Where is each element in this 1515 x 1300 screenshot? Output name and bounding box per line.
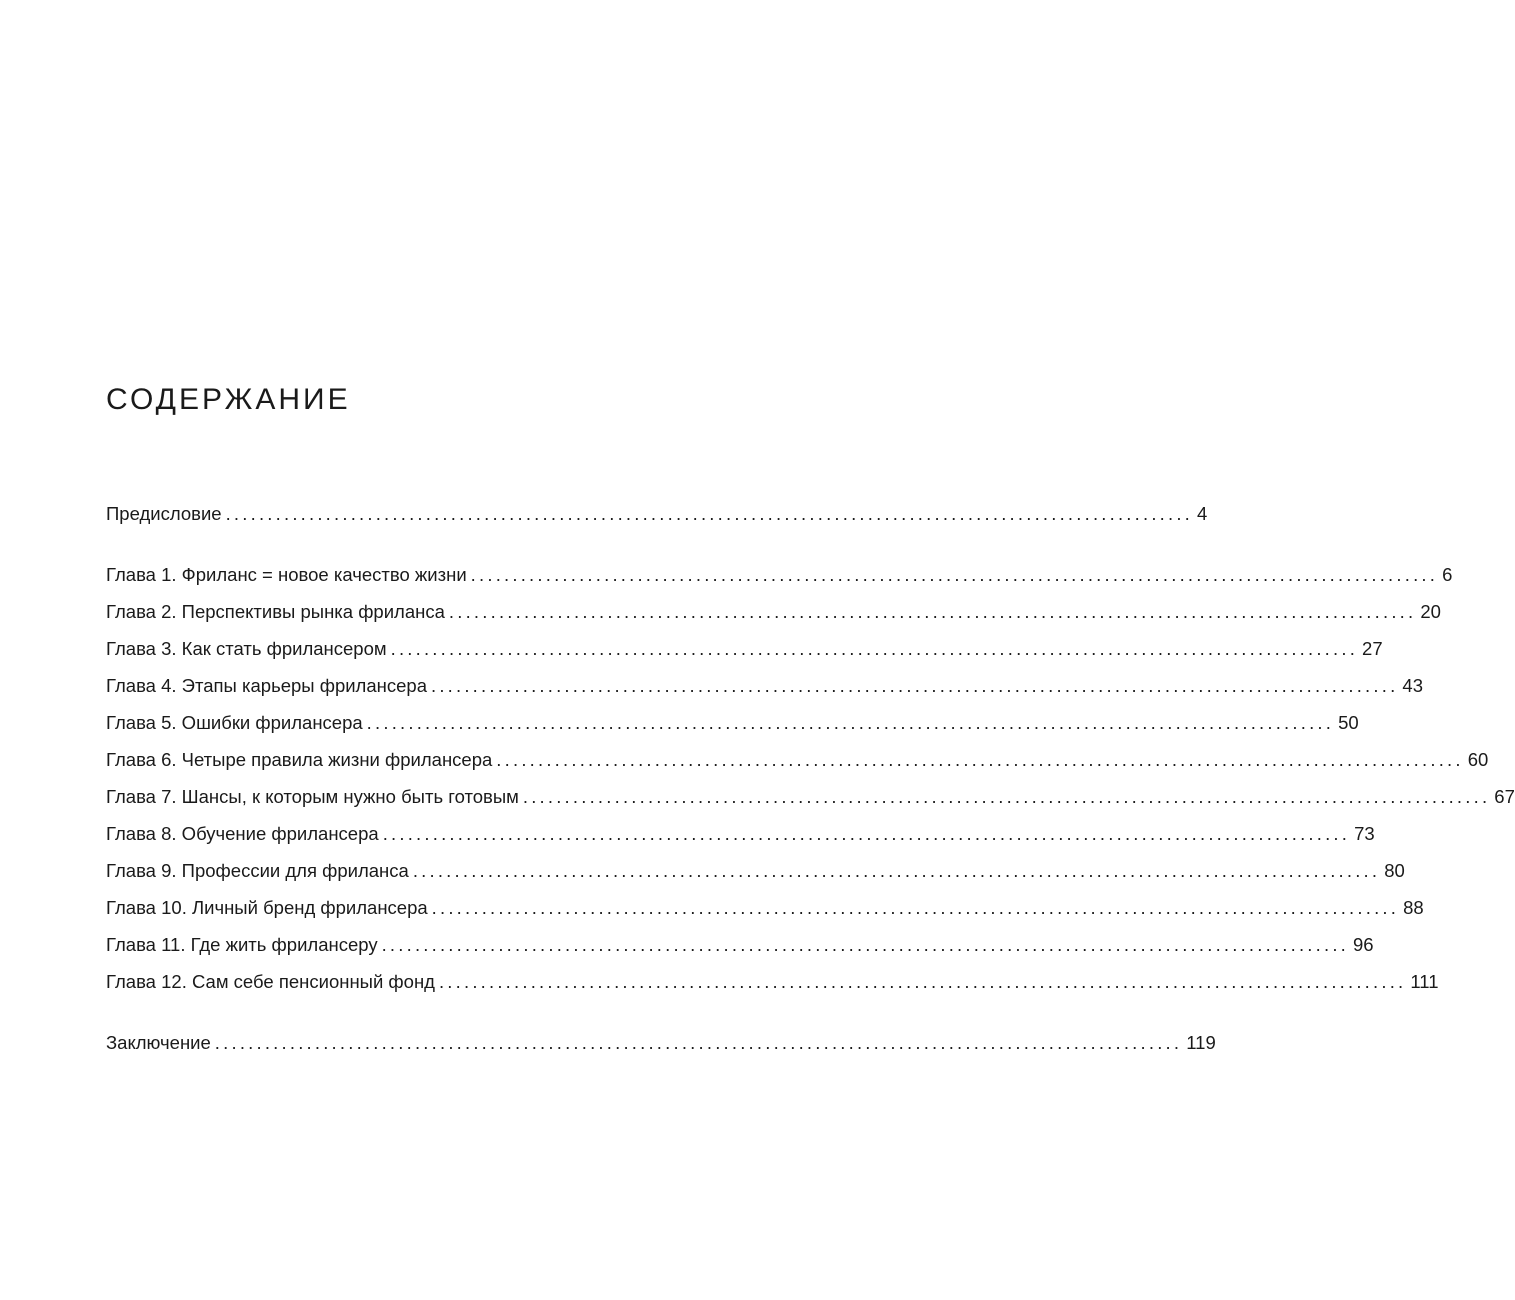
toc-entry-title: Глава 7. Шансы, к которым нужно быть готовым xyxy=(106,786,519,807)
toc-entry-page: 27 xyxy=(1362,638,1383,659)
dot-leader: .................................................................................................................... xyxy=(381,934,1350,955)
toc-entry-page: 50 xyxy=(1338,712,1359,733)
toc-entry-page: 80 xyxy=(1384,860,1405,881)
toc-entry-title: Глава 6. Четыре правила жизни фрилансера xyxy=(106,749,493,770)
toc-entry-chapter-8 xyxy=(106,815,1375,852)
toc-entry-chapter-5 xyxy=(106,704,1359,741)
toc-entry-page: 119 xyxy=(1186,1032,1216,1053)
toc-entry-chapter-1 xyxy=(106,556,1453,593)
toc-entry-title: Предисловие xyxy=(106,503,222,524)
toc-entry-chapter-7 xyxy=(106,778,1515,815)
dot-leader: .................................................................................................................... xyxy=(382,823,1351,844)
toc-entry-page: 73 xyxy=(1354,823,1375,844)
toc-entry-title: Глава 4. Этапы карьеры фрилансера xyxy=(106,675,427,696)
toc-entry-preface xyxy=(106,495,1208,532)
toc-entry-chapter-10 xyxy=(106,889,1424,926)
toc-entry-chapter-2 xyxy=(106,593,1441,630)
toc-entry-chapter-6 xyxy=(106,741,1489,778)
dot-leader: .................................................................................................................... xyxy=(522,786,1491,807)
dot-leader: .................................................................................................................... xyxy=(431,897,1400,918)
toc-entry-title: Глава 8. Обучение фрилансера xyxy=(106,823,379,844)
toc-entry-chapter-11 xyxy=(106,926,1374,963)
toc-entry-page: 6 xyxy=(1442,564,1453,585)
toc-entry-conclusion xyxy=(106,1024,1216,1061)
dot-leader: .................................................................................................................... xyxy=(214,1032,1183,1053)
toc-entry-title: Глава 2. Перспективы рынка фриланса xyxy=(106,601,445,622)
toc-entry-title: Глава 5. Ошибки фрилансера xyxy=(106,712,363,733)
toc-entry-chapter-12 xyxy=(106,963,1439,1000)
dot-leader: .................................................................................................................... xyxy=(496,749,1464,770)
table-of-contents xyxy=(106,495,1515,1061)
dot-leader: .................................................................................................................... xyxy=(438,971,1407,992)
toc-entry-chapter-9 xyxy=(106,852,1405,889)
toc-entry-title: Глава 1. Фриланс = новое качество жизни xyxy=(106,564,467,585)
dot-leader: .................................................................................................................... xyxy=(448,601,1417,622)
dot-leader: .................................................................................................................... xyxy=(390,638,1359,659)
toc-entry-title: Заключение xyxy=(106,1032,211,1053)
toc-entry-title: Глава 10. Личный бренд фрилансера xyxy=(106,897,428,918)
dot-leader: .................................................................................................................... xyxy=(225,503,1194,524)
toc-entry-chapter-4 xyxy=(106,667,1423,704)
toc-entry-page: 60 xyxy=(1467,749,1489,770)
toc-entry-page: 20 xyxy=(1420,601,1441,622)
toc-entry-title: Глава 12. Сам себе пенсионный фонд xyxy=(106,971,435,992)
toc-entry-page: 88 xyxy=(1403,897,1424,918)
toc-entry-title: Глава 3. Как стать фрилансером xyxy=(106,638,387,659)
dot-leader: .................................................................................................................... xyxy=(470,564,1439,585)
toc-entry-page: 43 xyxy=(1402,675,1423,696)
dot-leader: .................................................................................................................... xyxy=(412,860,1381,881)
toc-entry-chapter-3 xyxy=(106,630,1383,667)
dot-leader: .................................................................................................................... xyxy=(366,712,1335,733)
toc-entry-page: 111 xyxy=(1410,971,1439,992)
toc-entry-page: 96 xyxy=(1353,934,1374,955)
page-title: СОДЕРЖАНИЕ xyxy=(106,383,351,416)
toc-entry-title: Глава 11. Где жить фрилансеру xyxy=(106,934,378,955)
toc-entry-page: 4 xyxy=(1197,503,1208,524)
toc-entry-page: 67 xyxy=(1494,786,1515,807)
toc-entry-title: Глава 9. Профессии для фриланса xyxy=(106,860,409,881)
dot-leader: .................................................................................................................... xyxy=(430,675,1399,696)
